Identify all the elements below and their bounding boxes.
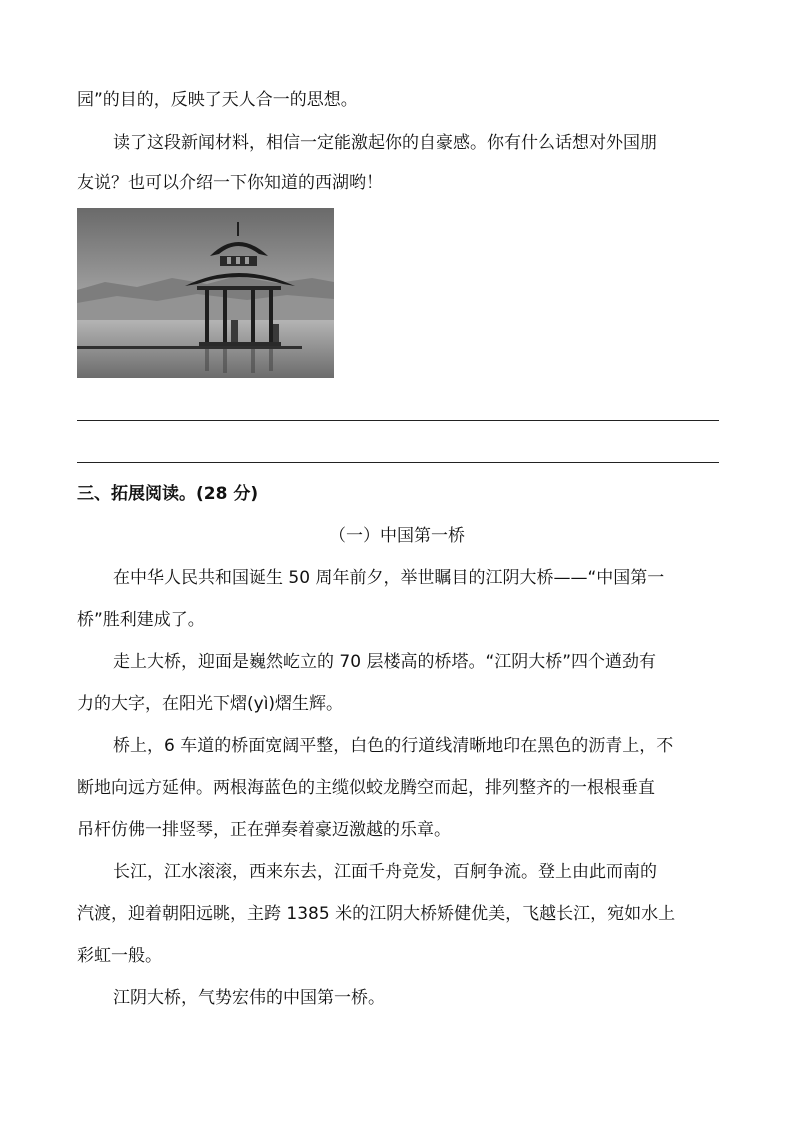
answer-line[interactable] (77, 462, 719, 463)
paragraph-line: 力的大字，在阳光下熠(yì)熠生辉。 (77, 694, 344, 714)
paragraph-line: 桥上，6 车道的桥面宽阔平整，白色的行道线清晰地印在黑色的沥青上，不 (113, 736, 674, 756)
paragraph-line: 吊杆仿佛一排竖琴，正在弹奏着豪迈激越的乐章。 (77, 820, 451, 840)
text-line: 友说？也可以介绍一下你知道的西湖哟！ (77, 173, 383, 193)
paragraph-line: 在中华人民共和国诞生 50 周年前夕，举世瞩目的江阴大桥——“中国第一 (113, 568, 665, 588)
west-lake-pavilion-photo (77, 208, 334, 378)
paragraph-line: 走上大桥，迎面是巍然屹立的 70 层楼高的桥塔。“江阴大桥”四个遒劲有 (113, 652, 657, 672)
text-line: 读了这段新闻材料，相信一定能激起你的自豪感。你有什么话想对外国朋 (113, 133, 657, 153)
paragraph-line: 汽渡，迎着朝阳远眺，主跨 1385 米的江阴大桥矫健优美，飞越长江，宛如水上 (77, 904, 676, 924)
paragraph-line: 断地向远方延伸。两根海蓝色的主缆似蛟龙腾空而起，排列整齐的一根根垂直 (77, 778, 655, 798)
article-title: （一）中国第一桥 (329, 526, 465, 546)
paragraph-line: 长江，江水滚滚，西来东去，江面千舟竞发，百舸争流。登上由此而南的 (113, 862, 657, 882)
paragraph-line: 江阴大桥，气势宏伟的中国第一桥。 (113, 988, 385, 1008)
answer-line[interactable] (77, 420, 719, 421)
section-heading: 三、拓展阅读。(28 分) (77, 484, 259, 504)
text-line: 园”的目的，反映了天人合一的思想。 (77, 90, 358, 110)
paragraph-line: 彩虹一般。 (77, 946, 162, 966)
paragraph-line: 桥”胜利建成了。 (77, 610, 205, 630)
